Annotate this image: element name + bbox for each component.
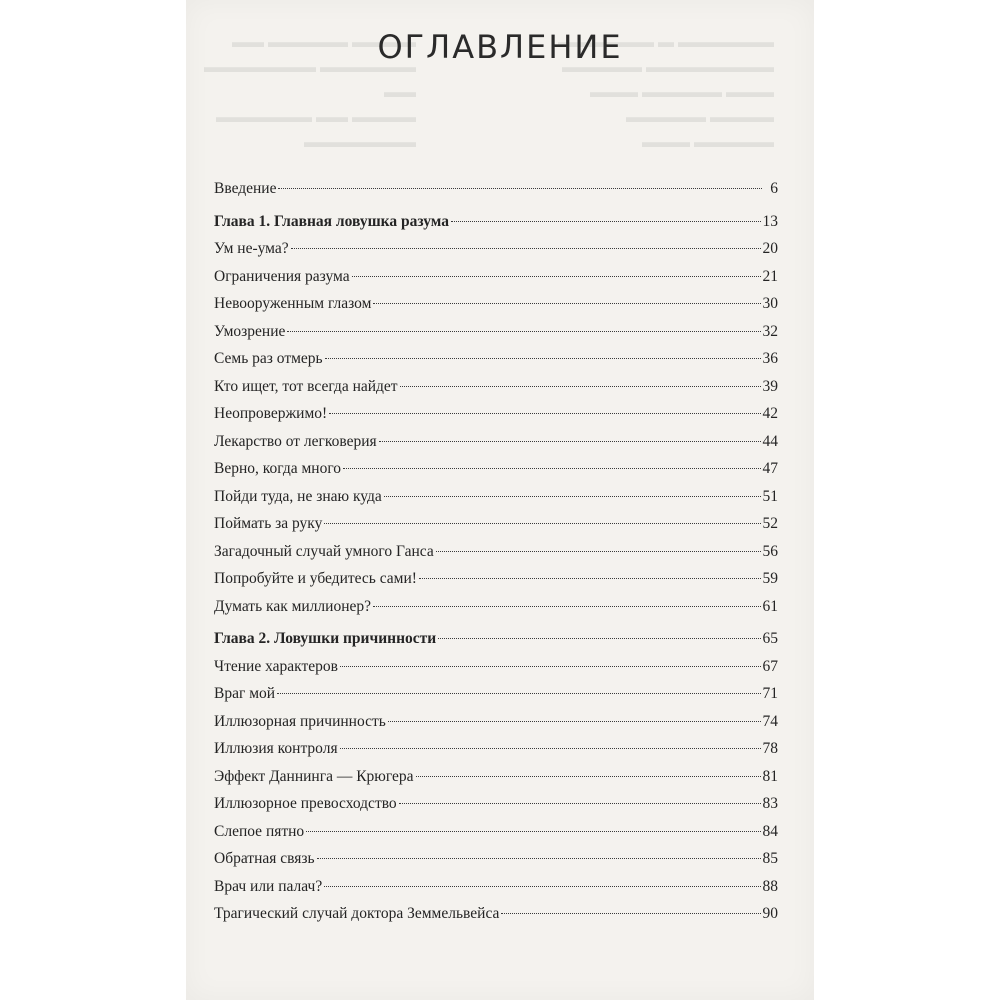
toc-entry-title: Верно, когда много xyxy=(214,460,342,477)
leader-dots xyxy=(373,303,760,304)
toc-entry-page: 47 xyxy=(762,460,778,477)
toc-entry[interactable] xyxy=(214,795,778,823)
toc-entry-title: Семь раз отмерь xyxy=(214,350,323,367)
toc-entry-page: 6 xyxy=(770,180,778,197)
leader-dots xyxy=(379,441,761,442)
toc-entry-title: Глава 1. Главная ловушка разума xyxy=(214,212,450,230)
toc-entry-title: Эффект Даннинга — Крюгера xyxy=(214,767,414,785)
toc-entry-page: 61 xyxy=(762,597,778,615)
toc-entry[interactable] xyxy=(214,240,778,268)
toc-entry[interactable] xyxy=(214,405,778,433)
toc-entry[interactable] xyxy=(214,488,778,516)
toc-entry-page: 13 xyxy=(762,212,778,230)
toc-entry-title: Врач или палач? xyxy=(214,877,323,895)
toc-entry-page: 67 xyxy=(762,657,778,675)
toc-entry-title: Думать как миллионер? xyxy=(214,597,372,615)
toc-entry[interactable] xyxy=(214,768,778,796)
toc-entry[interactable] xyxy=(214,350,778,378)
leader-dots xyxy=(325,358,761,359)
toc-entry-page: 88 xyxy=(762,877,778,895)
table-of-contents xyxy=(214,180,778,933)
toc-entry[interactable] xyxy=(214,850,778,878)
toc-entry-page: 39 xyxy=(762,377,778,395)
toc-entry[interactable] xyxy=(214,378,778,406)
toc-entry-title: Загадочный случай умного Ганса xyxy=(214,542,434,560)
toc-entry[interactable] xyxy=(214,460,778,488)
toc-entry-page: 51 xyxy=(762,487,778,505)
toc-entry[interactable] xyxy=(214,740,778,768)
leader-dots xyxy=(340,748,761,749)
toc-entry-page: 65 xyxy=(762,630,778,647)
toc-entry-title: Иллюзия контроля xyxy=(214,740,338,757)
toc-entry[interactable] xyxy=(214,268,778,296)
toc-entry-title: Чтение характеров xyxy=(214,657,338,675)
leader-dots xyxy=(384,496,761,497)
toc-entry-title: Введение xyxy=(214,180,277,197)
toc-entry[interactable] xyxy=(214,713,778,741)
leader-dots xyxy=(399,803,761,804)
leader-dots xyxy=(419,578,761,579)
toc-entry-title: Глава 2. Ловушки причинности xyxy=(214,630,437,647)
leader-dots xyxy=(501,913,760,914)
toc-entry-page: 81 xyxy=(762,767,778,785)
leader-dots xyxy=(416,776,761,777)
leader-dots xyxy=(291,248,761,249)
leader-dots xyxy=(438,638,760,639)
toc-entry-title: Невооруженным глазом xyxy=(214,295,372,312)
toc-entry[interactable] xyxy=(214,823,778,851)
leader-dots xyxy=(277,693,760,694)
toc-entry-page: 83 xyxy=(762,795,778,812)
leader-dots xyxy=(329,413,760,414)
leader-dots xyxy=(343,468,760,469)
toc-entry-title: Слепое пятно xyxy=(214,822,305,840)
toc-entry-page: 71 xyxy=(762,685,778,702)
toc-entry[interactable] xyxy=(214,180,778,208)
toc-entry-title: Кто ищет, тот всегда найдет xyxy=(214,377,398,395)
toc-entry-title: Неопровержимо! xyxy=(214,405,328,422)
toc-entry-title: Иллюзорное превосходство xyxy=(214,795,397,812)
leader-dots xyxy=(324,523,760,524)
toc-entry[interactable] xyxy=(214,515,778,543)
leader-dots xyxy=(317,858,761,859)
leader-dots xyxy=(388,721,761,722)
toc-entry-page: 36 xyxy=(762,350,778,367)
toc-entry-page: 84 xyxy=(762,822,778,840)
toc-entry-title: Ограничения разума xyxy=(214,267,350,285)
toc-entry-title: Иллюзорная причинность xyxy=(214,712,386,730)
toc-entry-title: Лекарство от легковерия xyxy=(214,432,377,450)
toc-entry[interactable] xyxy=(214,295,778,323)
toc-entry-title: Обратная связь xyxy=(214,850,315,867)
toc-entry-page: 21 xyxy=(762,267,778,285)
toc-entry[interactable] xyxy=(214,878,778,906)
toc-entry-page: 74 xyxy=(762,712,778,730)
toc-entry-title: Пойди туда, не знаю куда xyxy=(214,487,382,505)
toc-entry-page: 78 xyxy=(762,740,778,757)
toc-entry-page: 90 xyxy=(762,905,778,922)
toc-entry-page: 32 xyxy=(762,322,778,340)
toc-entry[interactable] xyxy=(214,570,778,598)
leader-dots xyxy=(352,276,761,277)
leader-dots xyxy=(324,886,760,887)
toc-entry-page: 30 xyxy=(762,295,778,312)
toc-entry[interactable] xyxy=(214,543,778,571)
bleed-through-text-right: ▬▬▬▬▬▬ ▬ ▬▬▬▬▬▬ ▬▬▬▬▬▬▬▬ ▬▬▬▬▬ ▬▬▬ ▬▬▬▬▬ ▬▬▬ ▬▬▬▬ ▬▬▬▬▬ ▬▬▬▬▬ ▬▬▬ xyxy=(558,34,774,151)
toc-entry-title: Поймать за руку xyxy=(214,515,323,532)
toc-chapter[interactable] xyxy=(214,630,778,658)
leader-dots xyxy=(278,188,762,189)
toc-entry-page: 56 xyxy=(762,542,778,560)
toc-entry-page: 20 xyxy=(762,240,778,257)
toc-entry[interactable] xyxy=(214,433,778,461)
leader-dots xyxy=(373,606,760,607)
toc-entry-title: Враг мой xyxy=(214,685,276,702)
book-page xyxy=(186,0,814,1000)
toc-entry-page: 42 xyxy=(762,405,778,422)
toc-entry-title: Попробуйте и убедитесь сами! xyxy=(214,570,417,587)
leader-dots xyxy=(451,221,760,222)
leader-dots xyxy=(400,386,761,387)
toc-entry[interactable] xyxy=(214,685,778,713)
leader-dots xyxy=(306,831,760,832)
leader-dots xyxy=(436,551,761,552)
toc-chapter[interactable] xyxy=(214,213,778,241)
bleed-through-text-left: ▬▬▬▬ ▬▬▬▬▬ ▬▬ ▬▬▬▬▬▬ ▬▬▬▬▬▬▬ ▬▬ ▬▬▬▬ ▬▬ ▬▬▬▬▬▬ ▬▬▬▬▬▬▬ xyxy=(204,34,416,151)
toc-entry-page: 52 xyxy=(762,515,778,532)
toc-entry-page: 59 xyxy=(762,570,778,587)
toc-entry-page: 44 xyxy=(762,432,778,450)
leader-dots xyxy=(287,331,760,332)
toc-entry[interactable] xyxy=(214,323,778,351)
toc-entry-page: 85 xyxy=(762,850,778,867)
toc-entry-title: Трагический случай доктора Земмельвейса xyxy=(214,905,500,922)
toc-entry[interactable] xyxy=(214,598,778,626)
toc-entry[interactable] xyxy=(214,658,778,686)
toc-entry-title: Умозрение xyxy=(214,322,286,340)
toc-entry-title: Ум не-ума? xyxy=(214,240,289,257)
page-title: ОГЛАВЛЕНИЕ xyxy=(377,28,623,66)
toc-entry[interactable] xyxy=(214,905,778,933)
leader-dots xyxy=(340,666,761,667)
